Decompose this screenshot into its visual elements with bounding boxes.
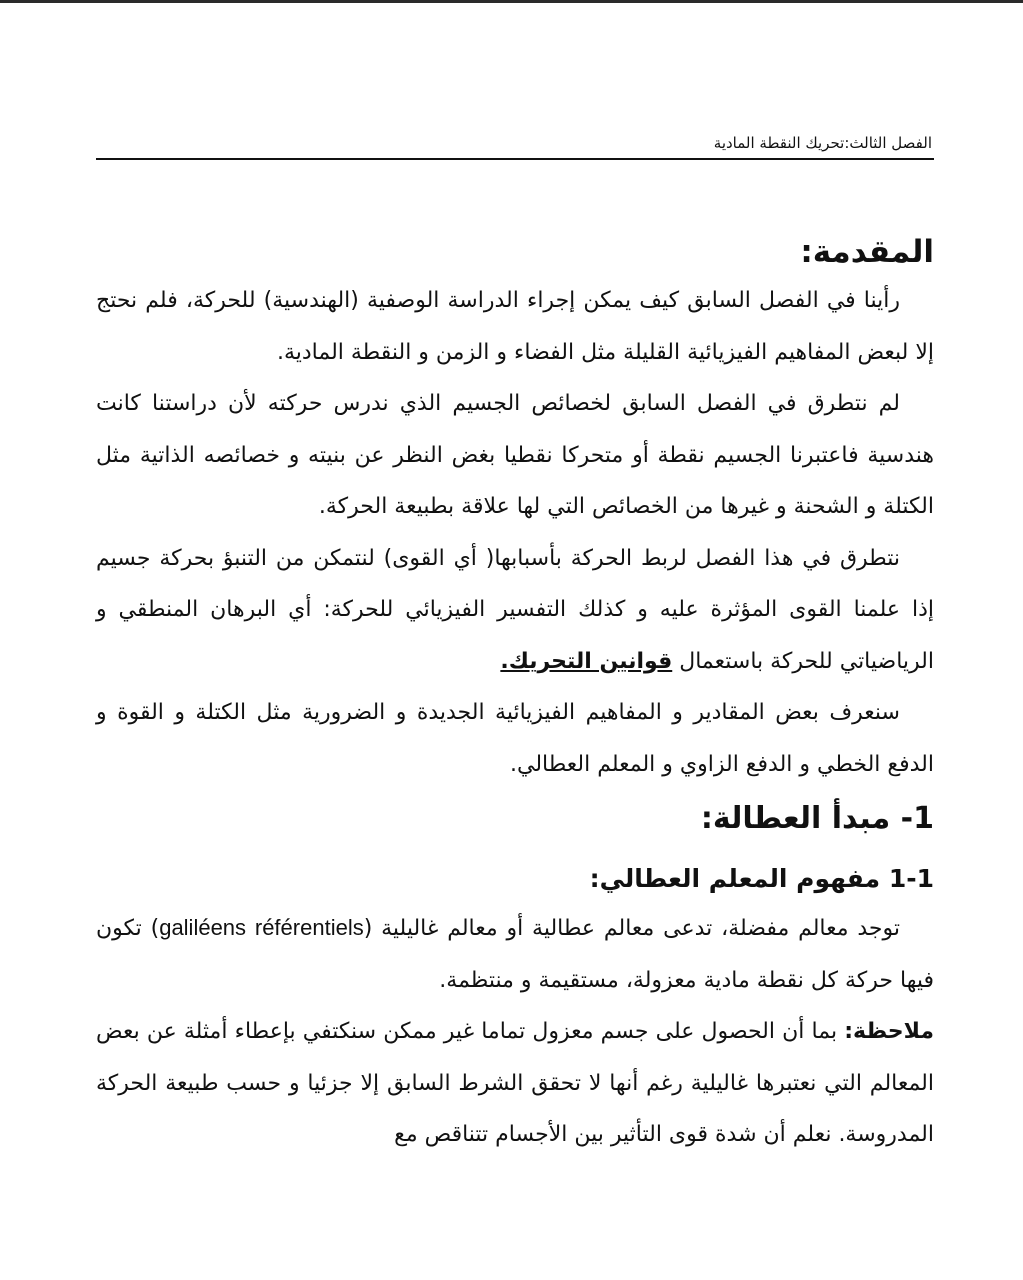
chapter-title: الفصل الثالث:تحريك النقطة المادية	[713, 134, 932, 152]
intro-paragraph-3	[96, 533, 934, 688]
subsection-1-1-heading	[96, 856, 934, 902]
note-label: ملاحظة:	[844, 1019, 934, 1044]
subsection-1-1-number: 1-1	[888, 864, 934, 893]
section-1-title: مبدأ العطالة:	[700, 801, 891, 836]
intro-paragraph-2: لم نتطرق في الفصل السابق لخصائص الجسيم الذي ندرس حركته لأن دراستنا كانت هندسية فاعتبرنا الجسيم نقطة أو متحركا نقطيا بغض النظر عن بنيته و خصائصه الذاتية مثل الكتلة و الشحنة و غيرها من الخصائص التي لها علاقة بطبيعة الحركة.	[96, 391, 934, 519]
intro-paragraph-1: رأينا في الفصل السابق كيف يمكن إجراء الدراسة الوصفية (الهندسية) للحركة، فلم نحتج إلا لبعض المفاهيم الفيزيائية القليلة مثل الفضاء و الزمن و النقطة المادية.	[96, 288, 934, 365]
note-text: بما أن الحصول على جسم معزول تماما غير ممكن سنكتفي بإعطاء أمثلة عن بعض المعالم التي نعتبرها غاليلية رغم أنها لا تحقق الشرط السابق إلا جزئيا و حسب طبيعة الحركة المدروسة. نعلم أن شدة قوى التأثير بين الأجسام تتناقص مع	[96, 1019, 934, 1147]
inertial-frame-text-a: توجد معالم مفضلة، تدعى معالم عطالية أو معالم غاليلية (	[363, 916, 900, 941]
top-edge-rule	[0, 0, 1023, 3]
note-paragraph	[96, 1006, 934, 1161]
document-page	[96, 132, 934, 1161]
latin-term-referentiels: référentiels	[254, 915, 364, 940]
laws-of-dynamics-emphasis: قوانين التحريك.	[500, 648, 673, 674]
intro-heading: المقدمة:	[800, 234, 934, 270]
inertial-frame-text-c: ) تكون فيها حركة كل نقطة مادية معزولة، مستقيمة و منتظمة.	[96, 916, 934, 993]
intro-paragraph-3-text: نتطرق في هذا الفصل لربط الحركة بأسبابها( أي القوى) لنتمكن من التنبؤ بحركة جسيم إذا علمنا القوى المؤثرة عليه و كذلك التفسير الفيزيائي للحركة: أي البرهان المنطقي و الرياضياتي للحركة باستعمال	[96, 545, 934, 674]
latin-term-galileens: galiléens	[159, 915, 247, 940]
chapter-running-header	[96, 132, 934, 160]
subsection-1-1-title: مفهوم المعلم العطالي:	[589, 864, 881, 893]
inertial-frame-space	[246, 916, 255, 941]
inertial-frame-paragraph	[96, 902, 934, 1006]
section-1-number: 1-	[900, 801, 934, 836]
section-1-heading	[96, 792, 934, 846]
intro-paragraph-4: سنعرف بعض المقادير و المفاهيم الفيزيائية الجديدة و الضرورية مثل الكتلة و القوة و الدفع الخطي و الدفع الزاوي و المعلم العطالي.	[96, 700, 934, 777]
